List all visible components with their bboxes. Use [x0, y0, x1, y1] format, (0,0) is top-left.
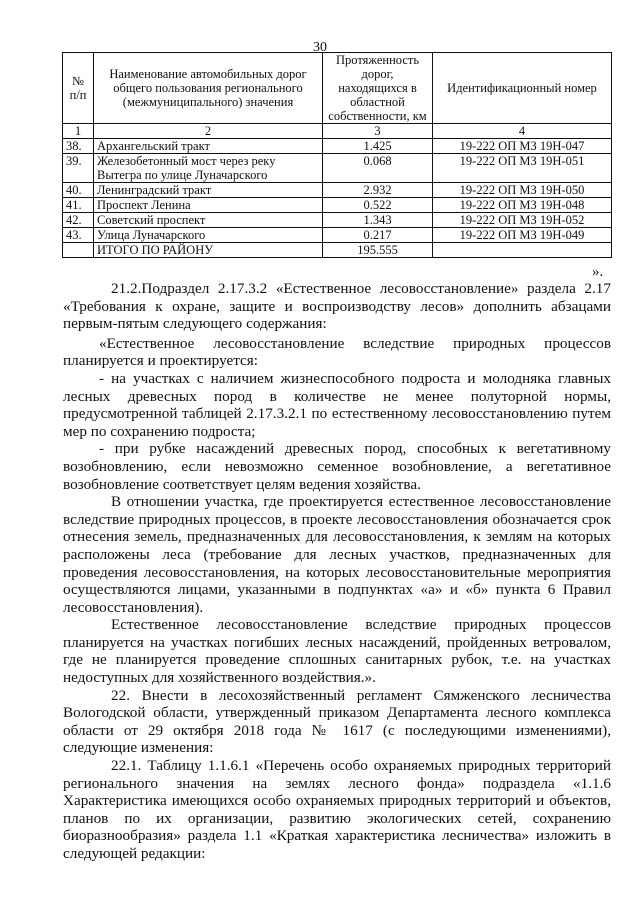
row-id: 19-222 ОП МЗ 19Н-052: [433, 213, 612, 228]
row-id: 19-222 ОП МЗ 19Н-047: [433, 139, 612, 154]
page-number: 30: [313, 40, 327, 55]
table-row: [63, 198, 612, 213]
row-num: 41.: [63, 198, 94, 213]
table-total-row: [63, 243, 612, 258]
paragraph-plot: В отношении участка, где проектируется естественное лесовосстановление вследствие природных процессов, в проекте лесовосстановления обозначается срок отнесения земель, предназначенных для лесовосстановления, к землям на которых расположены леса (требование для лесных участков, предназначенных для проведения лесовосстановления, на которых лесовосстановительные мероприятия осуществляются лицами, указанными в подпунктах «а» и «б» пункта 6 Правил лесовосстановления).: [63, 493, 611, 616]
row-name: Железобетонный мост через реку Вытегра по улице Луначарского: [94, 154, 323, 183]
row-length: 0.217: [323, 228, 433, 243]
row-length: 2.932: [323, 183, 433, 198]
row-num: 43.: [63, 228, 94, 243]
row-name: Советский проспект: [94, 213, 323, 228]
row-name: Архангельский тракт: [94, 139, 323, 154]
index-cell: 1: [63, 124, 94, 139]
paragraph-quote-start: «Естественное лесовосстановление вследствие природных процессов планируется и проектируется:: [63, 334, 611, 370]
paragraph-22: 22. Внести в лесохозяйственный регламент Сямженского лесничества Вологодской области, утвержденный приказом Департамента лесного комплекса области от 29 октября 2018 года № 1617 (с последующими изменениями), следующие изменения:: [63, 686, 611, 757]
index-cell: 4: [433, 124, 612, 139]
paragraph-21-2: 21.2.Подраздел 2.17.3.2 «Естественное лесовосстановление» раздела 2.17 «Требования к охране, защите и воспроизводству лесов» дополнить абзацами первым-пятым следующего содержания:: [63, 280, 611, 333]
row-name: Ленинградский тракт: [94, 183, 323, 198]
body-text: [63, 280, 611, 863]
closing-quote: ».: [592, 264, 604, 280]
paragraph-22-1: 22.1. Таблицу 1.1.6.1 «Перечень особо охраняемых природных территорий регионального значения на землях лесного фонда» подраздела «1.1.6 Характеристика имеющихся особо охраняемых природных территорий и объектов, планов по их организации, развитию экологических сетей, сохранению биоразнообразия» раздела 1.1 «Краткая характеристика лесничества» изложить в следующей редакции:: [63, 757, 611, 862]
row-num: 42.: [63, 213, 94, 228]
row-num: 38.: [63, 139, 94, 154]
row-length: 1.343: [323, 213, 433, 228]
row-id: 19-222 ОП МЗ 19Н-048: [433, 198, 612, 213]
row-length: 1.425: [323, 139, 433, 154]
total-id-cell: [433, 243, 612, 258]
total-label: ИТОГО ПО РАЙОНУ: [94, 243, 323, 258]
table-row: [63, 228, 612, 243]
table-row: [63, 139, 612, 154]
row-length: 0.068: [323, 154, 433, 183]
row-id: 19-222 ОП МЗ 19Н-051: [433, 154, 612, 183]
header-num: № п/п: [63, 53, 94, 124]
roads-table: [62, 52, 612, 258]
table-row: [63, 183, 612, 198]
row-num: 39.: [63, 154, 94, 183]
row-name: Проспект Ленина: [94, 198, 323, 213]
table-header-row: [63, 53, 612, 124]
index-cell: 3: [323, 124, 433, 139]
paragraph-item-1: - на участках с наличием жизнеспособного подроста и молодняка главных лесных древесных пород в количестве не менее полуторной нормы, предусмотренной таблицей 2.17.3.2.1 по естественному лесовосстановлению путем мер по сохранению подроста;: [63, 369, 611, 440]
total-value: 195.555: [323, 243, 433, 258]
table-index-row: [63, 124, 612, 139]
table-row: [63, 213, 612, 228]
paragraph-item-2: - при рубке насаждений древесных пород, способных к вегетативному возобновлению, если невозможно семенное возобновление, а вегетативное возобновление соответствует целям ведения хозяйства.: [63, 440, 611, 493]
header-id: Идентификационный номер: [433, 53, 612, 124]
table-row: [63, 154, 612, 183]
row-length: 0.522: [323, 198, 433, 213]
index-cell: 2: [94, 124, 323, 139]
row-id: 19-222 ОП МЗ 19Н-049: [433, 228, 612, 243]
row-id: 19-222 ОП МЗ 19Н-050: [433, 183, 612, 198]
header-name: Наименование автомобильных дорог общего пользования регионального (межмуниципального) значения: [94, 53, 323, 124]
header-length: Протяженность дорог, находящихся в областной собственности, км: [323, 53, 433, 124]
row-num: 40.: [63, 183, 94, 198]
paragraph-natural-restoration: Естественное лесовосстановление вследствие природных процессов планируется на участках погибших лесных насаждений, пройденных ветровалом, где не планируется проведение сплошных санитарных рубок, т.е. на участках недоступных для хозяйственного воздействия.».: [63, 616, 611, 687]
row-name: Улица Луначарского: [94, 228, 323, 243]
total-num-cell: [63, 243, 94, 258]
